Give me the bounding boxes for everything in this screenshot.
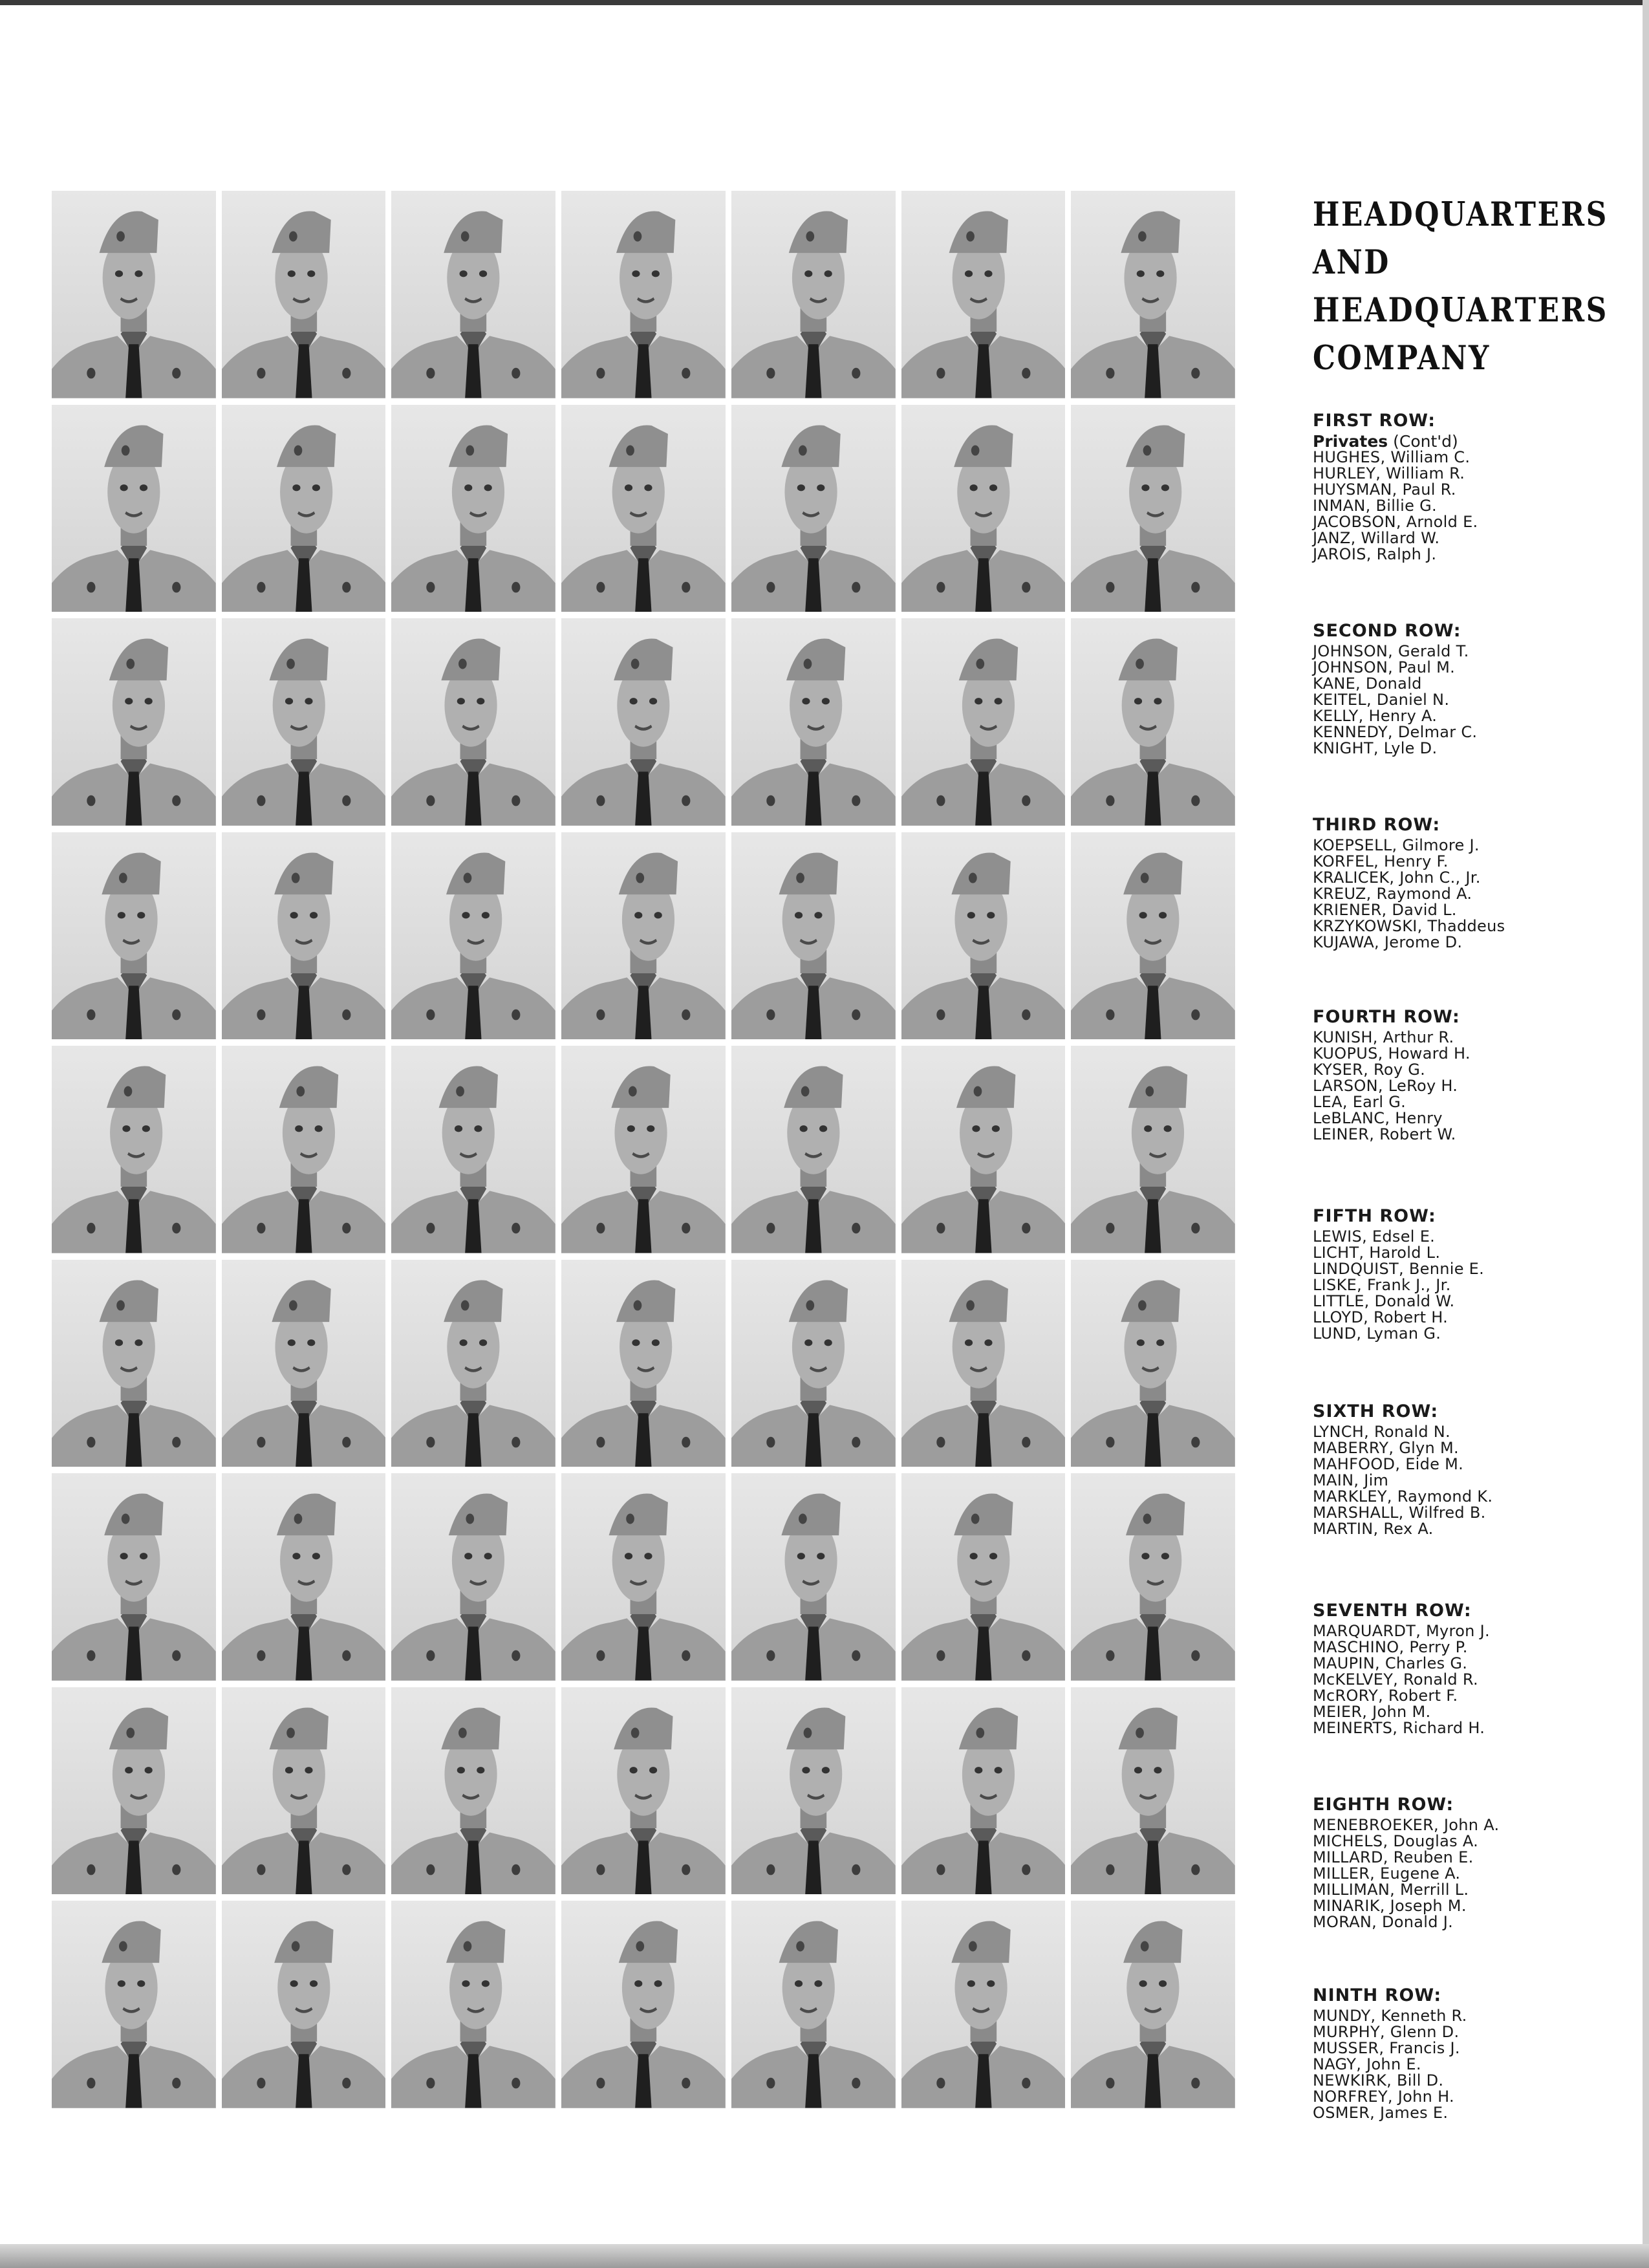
row-heading: SIXTH ROW:: [1313, 1401, 1439, 1421]
portrait-photo: [52, 1901, 216, 2108]
portrait-photo: [391, 832, 555, 1040]
portrait-photo: [731, 1901, 896, 2108]
roster-name: LEINER, Robert W.: [1313, 1125, 1456, 1143]
roster-name: LUND, Lyman G.: [1313, 1324, 1441, 1343]
portrait-photo: [731, 832, 896, 1040]
row-heading: FOURTH ROW:: [1313, 1007, 1460, 1027]
roster-name: KUJAWA, Jerome D.: [1313, 933, 1463, 951]
portrait-photo: [222, 191, 386, 398]
roster-name: MURPHY, Glenn D.: [1313, 2023, 1460, 2041]
portrait-photo: [391, 1260, 555, 1467]
roster-name: McKELVEY, Ronald R.: [1313, 1670, 1478, 1689]
portrait-photo: [901, 1473, 1066, 1681]
row-heading: SECOND ROW:: [1313, 621, 1461, 641]
rank-note-suffix: (Cont'd): [1393, 432, 1458, 451]
roster-name: MARQUARDT, Myron J.: [1313, 1622, 1490, 1640]
roster-name: MARKLEY, Raymond K.: [1313, 1487, 1493, 1506]
portrait-photo: [731, 191, 896, 398]
portrait-photo: [561, 1687, 726, 1895]
roster-name: KUOPUS, Howard H.: [1313, 1044, 1471, 1063]
portrait-photo: [901, 832, 1066, 1040]
portrait-photo: [52, 405, 216, 612]
name-list: [1313, 837, 1623, 951]
roster-name: MAUPIN, Charles G.: [1313, 1654, 1468, 1672]
first-row-roster: [1313, 411, 1623, 563]
roster-name: MINARIK, Joseph M.: [1313, 1897, 1467, 1915]
roster-name: LITTLE, Donald W.: [1313, 1292, 1455, 1310]
roster-name: NEWKIRK, Bill D.: [1313, 2071, 1444, 2090]
portrait-photo: [561, 832, 726, 1040]
row-heading: FIRST ROW:: [1313, 411, 1436, 431]
portrait-photo: [391, 1687, 555, 1895]
portrait-photo: [901, 1901, 1066, 2108]
portrait-photo: [561, 191, 726, 398]
name-list: [1313, 1030, 1623, 1143]
portrait-photo: [222, 1473, 386, 1681]
roster-name: MABERRY, Glyn M.: [1313, 1439, 1459, 1457]
company-title-line: HEADQUARTERS: [1313, 291, 1608, 330]
portrait-photo: [391, 1046, 555, 1253]
roster-name: MUSSER, Francis J.: [1313, 2039, 1460, 2057]
roster-name: JOHNSON, Gerald T.: [1313, 642, 1469, 660]
company-title-line: HEADQUARTERS: [1313, 195, 1608, 234]
roster-name: KYSER, Roy G.: [1313, 1061, 1426, 1079]
portrait-photo: [1071, 1687, 1235, 1895]
portrait-photo: [222, 1260, 386, 1467]
portrait-photo: [901, 405, 1066, 612]
portrait-photo: [731, 1687, 896, 1895]
row-heading: THIRD ROW:: [1313, 815, 1441, 835]
portrait-photo: [222, 405, 386, 612]
name-list: [1313, 1229, 1623, 1342]
portrait-photo: [1071, 1046, 1235, 1253]
roster-name: MEIER, John M.: [1313, 1703, 1431, 1721]
portrait-photo: [561, 1473, 726, 1681]
portrait-photo: [52, 832, 216, 1040]
roster-name: LINDQUIST, Bennie E.: [1313, 1260, 1485, 1278]
portrait-photo: [1071, 1901, 1235, 2108]
roster-name: HUGHES, William C.: [1313, 448, 1471, 466]
roster-name: MILLER, Eugene A.: [1313, 1864, 1461, 1883]
portrait-photo: [1071, 405, 1235, 612]
roster-name: KELLY, Henry A.: [1313, 707, 1438, 725]
roster-name: MARTIN, Rex A.: [1313, 1520, 1434, 1538]
portrait-photo: [731, 405, 896, 612]
page-edge-top: [0, 0, 1649, 5]
roster-name: KRIENER, David L.: [1313, 901, 1457, 919]
roster-name: LISKE, Frank J., Jr.: [1313, 1276, 1451, 1294]
eighth-row-roster: [1313, 1795, 1623, 1930]
portrait-photo: [561, 405, 726, 612]
roster-name: LLOYD, Robert H.: [1313, 1308, 1449, 1326]
roster-name: KRZYKOWSKI, Thaddeus: [1313, 917, 1505, 935]
roster-name: LEWIS, Edsel E.: [1313, 1227, 1436, 1246]
roster-name: NORFREY, John H.: [1313, 2088, 1454, 2106]
roster-name: LEA, Earl G.: [1313, 1093, 1406, 1111]
portrait-photo: [222, 832, 386, 1040]
company-title-line: COMPANY: [1313, 339, 1491, 378]
roster-name: NAGY, John E.: [1313, 2055, 1421, 2073]
roster-name: OSMER, James E.: [1313, 2104, 1449, 2122]
roster-name: HUYSMAN, Paul R.: [1313, 481, 1456, 499]
row-heading: EIGHTH ROW:: [1313, 1795, 1454, 1815]
roster-name: HURLEY, William R.: [1313, 464, 1465, 482]
portrait-photo: [901, 1046, 1066, 1253]
third-row-roster: [1313, 815, 1623, 951]
portrait-photo: [1071, 1473, 1235, 1681]
roster-name: MENEBROEKER, John A.: [1313, 1816, 1500, 1834]
roster-name: JANZ, Willard W.: [1313, 529, 1440, 547]
roster-name: JOHNSON, Paul M.: [1313, 658, 1456, 676]
portrait-photo: [1071, 618, 1235, 826]
roster-name: LICHT, Harold L.: [1313, 1244, 1441, 1262]
portrait-photo: [391, 191, 555, 398]
roster-name: KORFEL, Henry F.: [1313, 852, 1449, 870]
roster-name: KUNISH, Arthur R.: [1313, 1028, 1454, 1046]
portrait-photo: [731, 618, 896, 826]
roster-name: LARSON, LeRoy H.: [1313, 1077, 1458, 1095]
portrait-photo: [222, 618, 386, 826]
portrait-photo: [52, 1046, 216, 1253]
second-row-roster: [1313, 621, 1623, 757]
row-heading: SEVENTH ROW:: [1313, 1601, 1472, 1621]
roster-name: INMAN, Billie G.: [1313, 497, 1437, 515]
roster-name: MILLARD, Reuben E.: [1313, 1848, 1474, 1866]
portrait-photo: [52, 1473, 216, 1681]
portrait-photo: [731, 1260, 896, 1467]
portrait-photo: [52, 1260, 216, 1467]
portrait-photo: [222, 1687, 386, 1895]
roster-name: KNIGHT, Lyle D.: [1313, 739, 1438, 757]
portrait-photo: [731, 1046, 896, 1253]
roster-name: McRORY, Robert F.: [1313, 1687, 1458, 1705]
name-list: [1313, 643, 1623, 757]
portrait-photo: [731, 1473, 896, 1681]
roster-name: MEINERTS, Richard H.: [1313, 1719, 1485, 1737]
portrait-photo: [52, 191, 216, 398]
portrait-photo: [561, 1901, 726, 2108]
portrait-photo: [391, 618, 555, 826]
portrait-photo: [1071, 832, 1235, 1040]
name-list: [1313, 1623, 1623, 1736]
portrait-grid: [52, 191, 1235, 2108]
roster-name: KENNEDY, Delmar C.: [1313, 723, 1478, 741]
page-edge-bottom: [0, 2244, 1649, 2268]
portrait-photo: [222, 1901, 386, 2108]
roster-name: MORAN, Donald J.: [1313, 1913, 1454, 1931]
roster-name: KEITEL, Daniel N.: [1313, 691, 1450, 709]
portrait-photo: [391, 1901, 555, 2108]
portrait-photo: [1071, 191, 1235, 398]
portrait-photo: [391, 1473, 555, 1681]
portrait-photo: [561, 1046, 726, 1253]
portrait-photo: [901, 191, 1066, 398]
sixth-row-roster: [1313, 1401, 1623, 1537]
portrait-photo: [901, 618, 1066, 826]
roster-name: MAHFOOD, Eide M.: [1313, 1455, 1464, 1473]
roster-panel: [1300, 191, 1636, 2131]
rank-label: Privates: [1313, 432, 1388, 451]
name-list: [1313, 1424, 1623, 1537]
ninth-row-roster: [1313, 1985, 1623, 2121]
roster-name: LeBLANC, Henry: [1313, 1109, 1443, 1127]
roster-name: MICHELS, Douglas A.: [1313, 1832, 1479, 1850]
portrait-photo: [561, 618, 726, 826]
roster-name: KRALICEK, John C., Jr.: [1313, 869, 1481, 887]
name-list: [1313, 449, 1623, 563]
roster-name: LYNCH, Ronald N.: [1313, 1423, 1450, 1441]
roster-name: KANE, Donald: [1313, 675, 1422, 693]
name-list: [1313, 1817, 1623, 1930]
roster-name: KREUZ, Raymond A.: [1313, 885, 1472, 903]
company-title: [1313, 191, 1649, 382]
portrait-photo: [391, 405, 555, 612]
roster-name: MILLIMAN, Merrill L.: [1313, 1881, 1469, 1899]
portrait-photo: [52, 1687, 216, 1895]
roster-name: JAROIS, Ralph J.: [1313, 545, 1437, 563]
portrait-photo: [222, 1046, 386, 1253]
company-title-line: AND: [1313, 243, 1390, 282]
rank-note: [1313, 433, 1623, 449]
portrait-photo: [1071, 1260, 1235, 1467]
fourth-row-roster: [1313, 1007, 1623, 1143]
fifth-row-roster: [1313, 1206, 1623, 1342]
roster-name: JACOBSON, Arnold E.: [1313, 513, 1478, 531]
portrait-photo: [901, 1687, 1066, 1895]
roster-name: MAIN, Jim: [1313, 1471, 1389, 1489]
portrait-photo: [901, 1260, 1066, 1467]
name-list: [1313, 2008, 1623, 2121]
portrait-photo: [561, 1260, 726, 1467]
roster-name: MASCHINO, Perry P.: [1313, 1638, 1468, 1656]
roster-name: MUNDY, Kenneth R.: [1313, 2007, 1467, 2025]
row-heading: FIFTH ROW:: [1313, 1206, 1436, 1226]
portrait-photo: [52, 618, 216, 826]
seventh-row-roster: [1313, 1601, 1623, 1736]
roster-name: MARSHALL, Wilfred B.: [1313, 1504, 1486, 1522]
row-heading: NINTH ROW:: [1313, 1985, 1442, 2005]
roster-name: KOEPSELL, Gilmore J.: [1313, 836, 1480, 854]
